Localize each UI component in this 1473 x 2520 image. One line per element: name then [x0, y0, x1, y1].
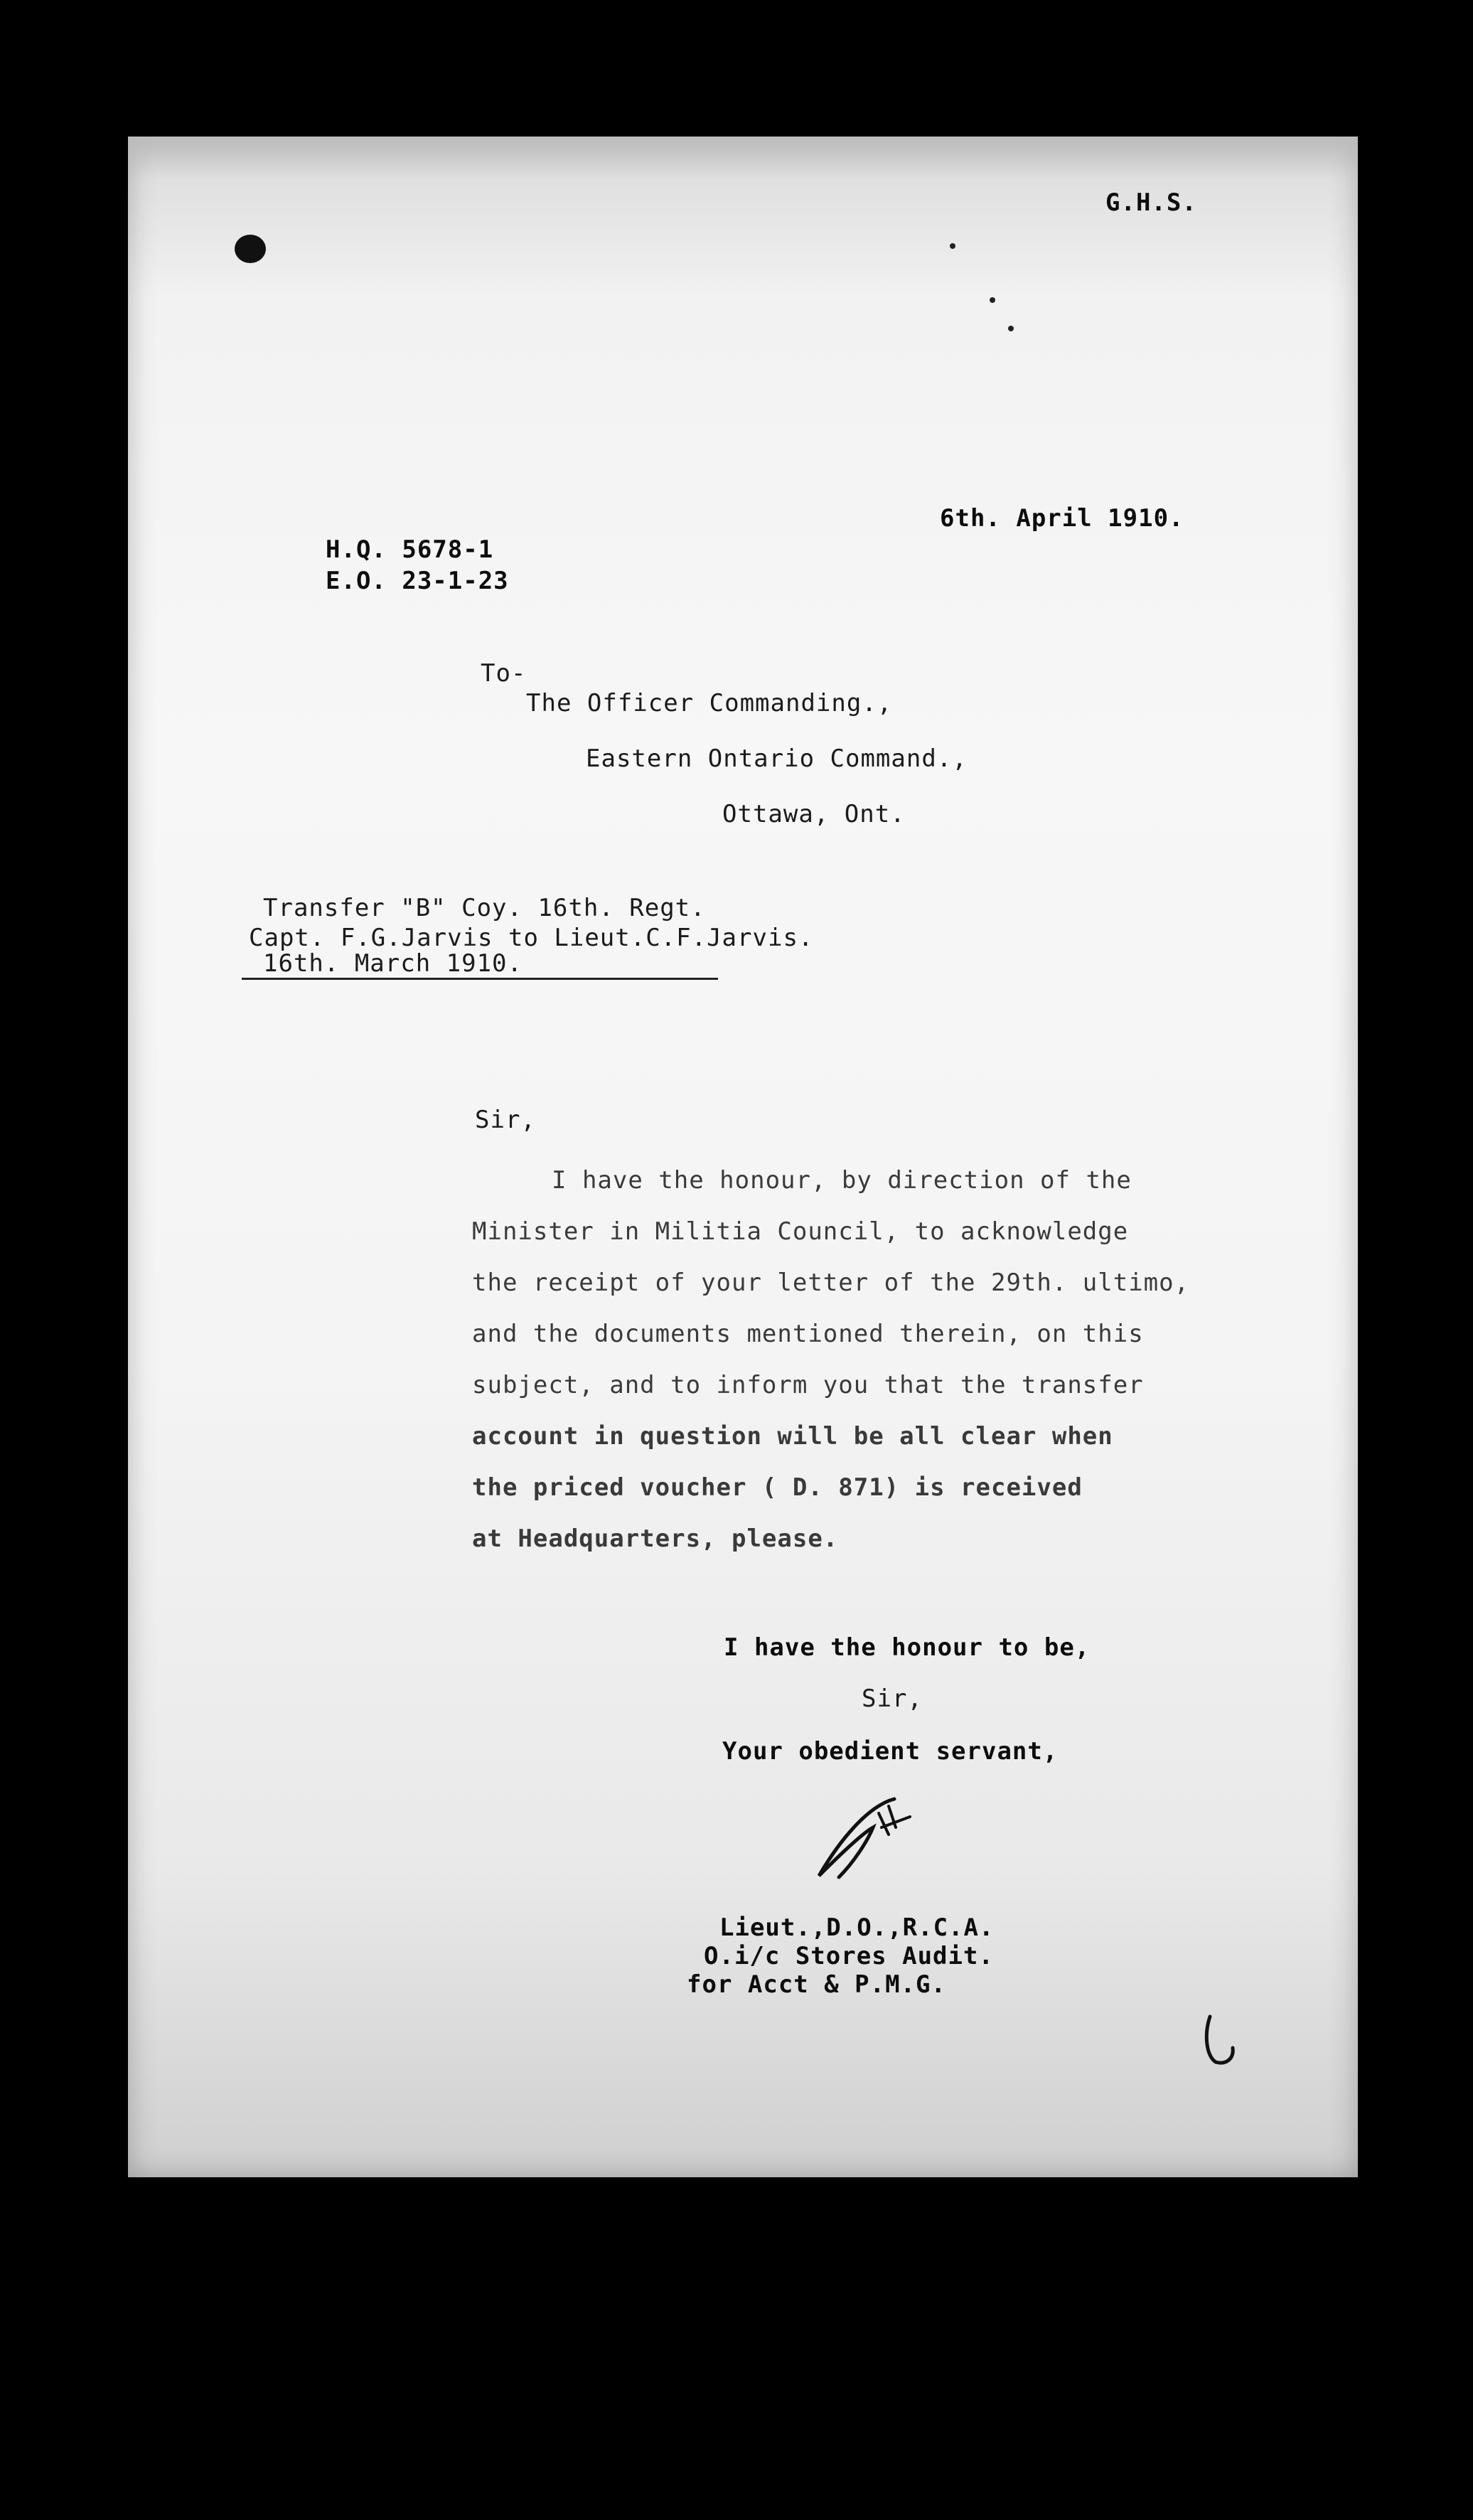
- scan-speck: [990, 297, 995, 303]
- body-line-2: Minister in Militia Council, to acknowledge: [472, 1217, 1129, 1246]
- body-line-4: and the documents mentioned therein, on this: [472, 1320, 1144, 1348]
- subject-line-3: 16th. March 1910.: [263, 949, 523, 978]
- scan-speck: [1008, 326, 1014, 331]
- letter-page: [128, 137, 1358, 2177]
- body-line-3: the receipt of your letter of the 29th. ultimo,: [472, 1269, 1190, 1297]
- subject-line-1: Transfer "B" Coy. 16th. Regt.: [263, 894, 706, 922]
- scan-shadow-band: [128, 137, 1358, 179]
- corner-code: G.H.S.: [1105, 188, 1197, 217]
- handwritten-signature: [810, 1785, 917, 1891]
- letter-date: 6th. April 1910.: [940, 504, 1184, 533]
- scan-speck: [950, 243, 955, 249]
- signature-title-1: Lieut.,D.O.,R.C.A.: [719, 1913, 995, 1942]
- closing-line-1: I have the honour to be,: [724, 1633, 1091, 1662]
- addressee-line-2: Eastern Ontario Command.,: [586, 744, 968, 773]
- closing-line-2: Sir,: [862, 1685, 923, 1713]
- closing-line-3: Your obedient servant,: [722, 1737, 1059, 1766]
- signature-title-2: O.i/c Stores Audit.: [704, 1942, 994, 1970]
- addressee-line-3: Ottawa, Ont.: [722, 800, 906, 828]
- body-line-5: subject, and to inform you that the transfer: [472, 1371, 1144, 1399]
- reference-hq: H.Q. 5678-1: [326, 535, 494, 564]
- salutation: Sir,: [475, 1106, 536, 1134]
- body-line-1: I have the honour, by direction of the: [552, 1166, 1132, 1195]
- body-line-8: at Headquarters, please.: [472, 1525, 839, 1553]
- subject-line-2: Capt. F.G.Jarvis to Lieut.C.F.Jarvis.: [249, 924, 814, 952]
- subject-underline: [242, 978, 718, 980]
- signature-title-3: for Acct & P.M.G.: [687, 1970, 946, 1999]
- addressee-to: To-: [481, 659, 527, 688]
- ink-blot: [235, 235, 266, 263]
- body-line-6: account in question will be all clear when: [472, 1422, 1113, 1451]
- handwritten-page-number: [1200, 2012, 1243, 2069]
- addressee-line-1: The Officer Commanding.,: [526, 689, 893, 717]
- reference-eo: E.O. 23-1-23: [326, 567, 509, 595]
- body-line-7: the priced voucher ( D. 871) is received: [472, 1473, 1083, 1502]
